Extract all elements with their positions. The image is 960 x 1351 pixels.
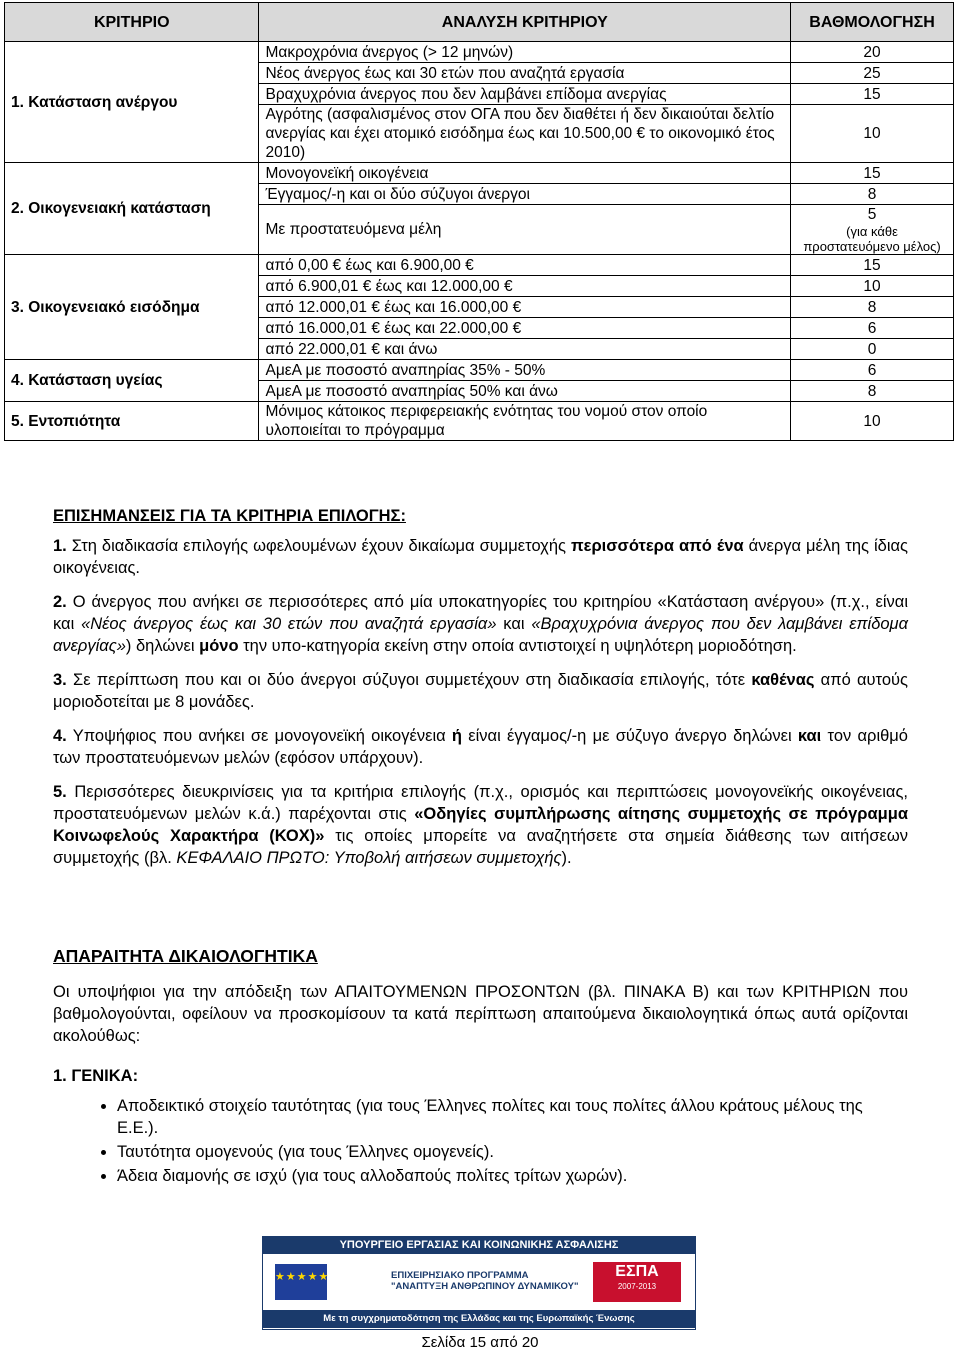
- header-criterion: ΚΡΙΤΗΡΙΟ: [5, 3, 259, 42]
- note-number: 3.: [53, 671, 67, 689]
- score-cell: 6: [791, 318, 954, 339]
- note-4: [53, 725, 908, 769]
- note-emphasis: και: [797, 727, 822, 745]
- notes-heading: ΕΠΙΣΗΜΑΝΣΕΙΣ ΓΙΑ ΤΑ ΚΡΙΤΗΡΙΑ ΕΠΙΛΟΓΗΣ:: [53, 507, 406, 525]
- ministry-title: ΥΠΟΥΡΓΕΙΟ ΕΡΓΑΣΙΑΣ ΚΑΙ ΚΟΙΝΩΝΙΚΗΣ ΑΣΦΑΛΙΣΗΣ: [263, 1237, 695, 1254]
- score-cell: 6: [791, 360, 954, 381]
- banner-logos: [263, 1254, 695, 1310]
- required-heading: ΑΠΑΡΑΙΤΗΤΑ ΔΙΚΑΙΟΛΟΓΗΤΙΚΑ: [53, 946, 318, 966]
- note-number: 5.: [53, 783, 67, 801]
- table-row: Αγρότης (ασφαλισμένος στον ΟΓΑ που δεν διαθέτει ή δεν δικαιούται δελτίο ανεργίας και έχει ατομικό εισόδημα έως και 10.500,00 € το οικονομικό έτος 2010): [259, 105, 791, 163]
- table-row: από 0,00 € έως και 6.900,00 €: [259, 255, 791, 276]
- note-emphasis: ή: [451, 727, 463, 745]
- category-unemployment: 1. Κατάσταση ανέργου: [5, 42, 259, 163]
- score-cell: 0: [791, 339, 954, 360]
- table-row: Μονογονεϊκή οικογένεια: [259, 163, 791, 184]
- score-value: 5: [867, 206, 877, 223]
- note-1: [53, 535, 908, 579]
- score-cell: 25: [791, 63, 954, 84]
- note-text: τις οποίες μπορείτε να αναζητήσετε στα σημεία διάθεσης των αιτήσεων συμμετοχής (βλ.: [53, 827, 908, 867]
- note-text: άνεργα μέλη της ίδιας οικογένειας.: [53, 537, 908, 577]
- note-text: Ο άνεργος που ανήκει σε περισσότερες από μία υποκατηγορίες του κριτηρίου «Κατάσταση ανέργου» (π.χ., είναι και: [53, 593, 908, 633]
- note-text: ).: [561, 849, 572, 867]
- score-cell: 8: [791, 297, 954, 318]
- score-cell: 10: [791, 105, 954, 163]
- note-emphasis: μόνο: [199, 637, 239, 655]
- table-row: Έγγαμος/-η και οι δύο σύζυγοι άνεργοι: [259, 184, 791, 205]
- table-row: Με προστατευόμενα μέλη: [259, 205, 791, 255]
- score-cell: 15: [791, 255, 954, 276]
- table-row: Βραχυχρόνια άνεργος που δεν λαμβάνει επίδομα ανεργίας: [259, 84, 791, 105]
- note-text: Στη διαδικασία επιλογής ωφελουμένων έχουν δικαίωμα συμμετοχής: [71, 537, 566, 555]
- note-italic: ΚΕΦΑΛΑΙΟ ΠΡΩΤΟ: Υποβολή αιτήσεων συμμετοχής: [176, 849, 562, 867]
- note-text: Σε περίπτωση που και οι δύο άνεργοι σύζυγοι συμμετέχουν στη διαδικασία επιλογής, τότε: [73, 671, 746, 689]
- table-row: ΑμεΑ με ποσοστό αναπηρίας 35% - 50%: [259, 360, 791, 381]
- score-cell: 10: [791, 276, 954, 297]
- note-text: και: [503, 615, 525, 633]
- espa-label: ΕΣΠΑ: [615, 1263, 659, 1280]
- note-number: 2.: [53, 593, 67, 611]
- required-subheading: 1. ΓΕΝΙΚΑ:: [53, 1067, 139, 1085]
- score-cell: 10: [791, 402, 954, 441]
- funding-banner: [262, 1236, 696, 1330]
- header-analysis: ΑΝΑΛΥΣΗ ΚΡΙΤΗΡΙΟΥ: [259, 3, 791, 42]
- note-number: 1.: [53, 537, 67, 555]
- table-row: Μακροχρόνια άνεργος (> 12 μηνών): [259, 42, 791, 63]
- list-item: • Αποδεικτικό στοιχείο ταυτότητας (για τους Έλληνες πολίτες και τους πολίτες άλλου κράτους μέλους της Ε.Ε.).: [117, 1095, 908, 1139]
- score-cell: 15: [791, 163, 954, 184]
- table-row: από 12.000,01 € έως και 16.000,00 €: [259, 297, 791, 318]
- note-text: ) δηλώνει: [125, 637, 195, 655]
- category-family: 2. Οικογενειακή κατάσταση: [5, 163, 259, 255]
- header-score: ΒΑΘΜΟΛΟΓΗΣΗ: [791, 3, 954, 42]
- table-row: από 6.900,01 € έως και 12.000,00 €: [259, 276, 791, 297]
- note-3: [53, 669, 908, 713]
- note-emphasis: περισσότερα από ένα: [571, 537, 744, 555]
- criteria-table: [4, 2, 954, 441]
- note-emphasis: «Οδηγίες συμπλήρωσης αίτησης συμμετοχής σε πρόγραμμα Κοινωφελούς Χαρακτήρα (ΚΟΧ)»: [53, 805, 908, 845]
- table-row: ΑμεΑ με ποσοστό αναπηρίας 50% και άνω: [259, 381, 791, 402]
- note-text: τον αριθμό των προστατευόμενων μελών (εφόσον υπάρχουν).: [53, 727, 908, 767]
- espa-logo: [593, 1262, 681, 1302]
- category-locality: 5. Εντοπιότητα: [5, 402, 259, 441]
- cofunding-text: Με τη συγχρηματοδότηση της Ελλάδας και της Ευρωπαϊκής Ένωσης: [263, 1310, 695, 1328]
- note-text: την υπο-κατηγορία εκείνη στην οποία αντιστοιχεί η υψηλότερη μοριοδότηση.: [243, 637, 797, 655]
- note-text: από αυτούς μοριοδοτείται με 8 μονάδες.: [53, 671, 908, 711]
- note-text: Υποψήφιος που ανήκει σε μονογονεϊκή οικογένεια: [72, 727, 446, 745]
- table-row: από 22.000,01 € και άνω: [259, 339, 791, 360]
- note-emphasis: καθένας: [751, 671, 815, 689]
- table-row: Μόνιμος κάτοικος περιφερειακής ενότητας του νομού στον οποίο υλοποιείται το πρόγραμμα: [259, 402, 791, 441]
- required-intro: Οι υποψήφιοι για την απόδειξη των ΑΠΑΙΤΟΥΜΕΝΩΝ ΠΡΟΣΟΝΤΩΝ (βλ. ΠΙΝΑΚΑ Β) και των ΚΡΙΤΗΡΙΩΝ που βαθμολογούνται, οφείλουν να προσκομίσουν τα κατά περίπτωση απαιτούμενα δικαιολογητικά όπως αυτά ορίζονται ακολούθως:: [53, 983, 908, 1045]
- table-row: από 16.000,01 € έως και 22.000,00 €: [259, 318, 791, 339]
- note-2: [53, 591, 908, 657]
- list-item: • Ταυτότητα ομογενούς (για τους Έλληνες ομογενείς).: [117, 1141, 908, 1163]
- list-item: • Άδεια διαμονής σε ισχύ (για τους αλλοδαπούς πολίτες τρίτων χωρών).: [117, 1165, 908, 1187]
- category-health: 4. Κατάσταση υγείας: [5, 360, 259, 402]
- category-income: 3. Οικογενειακό εισόδημα: [5, 255, 259, 360]
- note-italic: «Νέος άνεργος έως και 30 ετών που αναζητά εργασία»: [81, 615, 497, 633]
- program-title: ΕΠΙΧΕΙΡΗΣΙΑΚΟ ΠΡΟΓΡΑΜΜΑ "ΑΝΑΠΤΥΞΗ ΑΝΘΡΩΠΙΝΟΥ ΔΥΝΑΜΙΚΟΥ": [391, 1270, 579, 1292]
- eu-stars-icon: ★★★★★: [275, 1271, 330, 1283]
- note-text: Περισσότερες διευκρινίσεις για τα κριτήρια επιλογής (π.χ., ορισμός και περιπτώσεις μονογονεϊκής οικογένειας, προστατευόμενων μελών κ.ά.) παρέχονται στις: [53, 783, 908, 823]
- note-number: 4.: [53, 727, 67, 745]
- required-list: [53, 1095, 908, 1187]
- required-documents: [53, 945, 908, 1189]
- page-number: Σελίδα 15 από 20: [421, 1334, 539, 1351]
- score-cell: 8: [791, 381, 954, 402]
- score-cell: [791, 205, 954, 255]
- note-5: [53, 781, 908, 869]
- table-row: Νέος άνεργος έως και 30 ετών που αναζητά εργασία: [259, 63, 791, 84]
- score-note: (για κάθε προστατευόμενο μέλος): [803, 224, 941, 254]
- score-cell: 15: [791, 84, 954, 105]
- score-cell: 8: [791, 184, 954, 205]
- eu-flag-logo: [275, 1264, 330, 1300]
- note-italic: «Βραχυχρόνια άνεργος που δεν λαμβάνει επίδομα ανεργίας»: [53, 615, 909, 655]
- selection-notes: [53, 505, 908, 881]
- score-cell: 20: [791, 42, 954, 63]
- note-text: είναι έγγαμος/-η με σύζυγο άνεργο δηλώνει: [468, 727, 792, 745]
- espa-years: 2007-2013: [617, 1282, 657, 1291]
